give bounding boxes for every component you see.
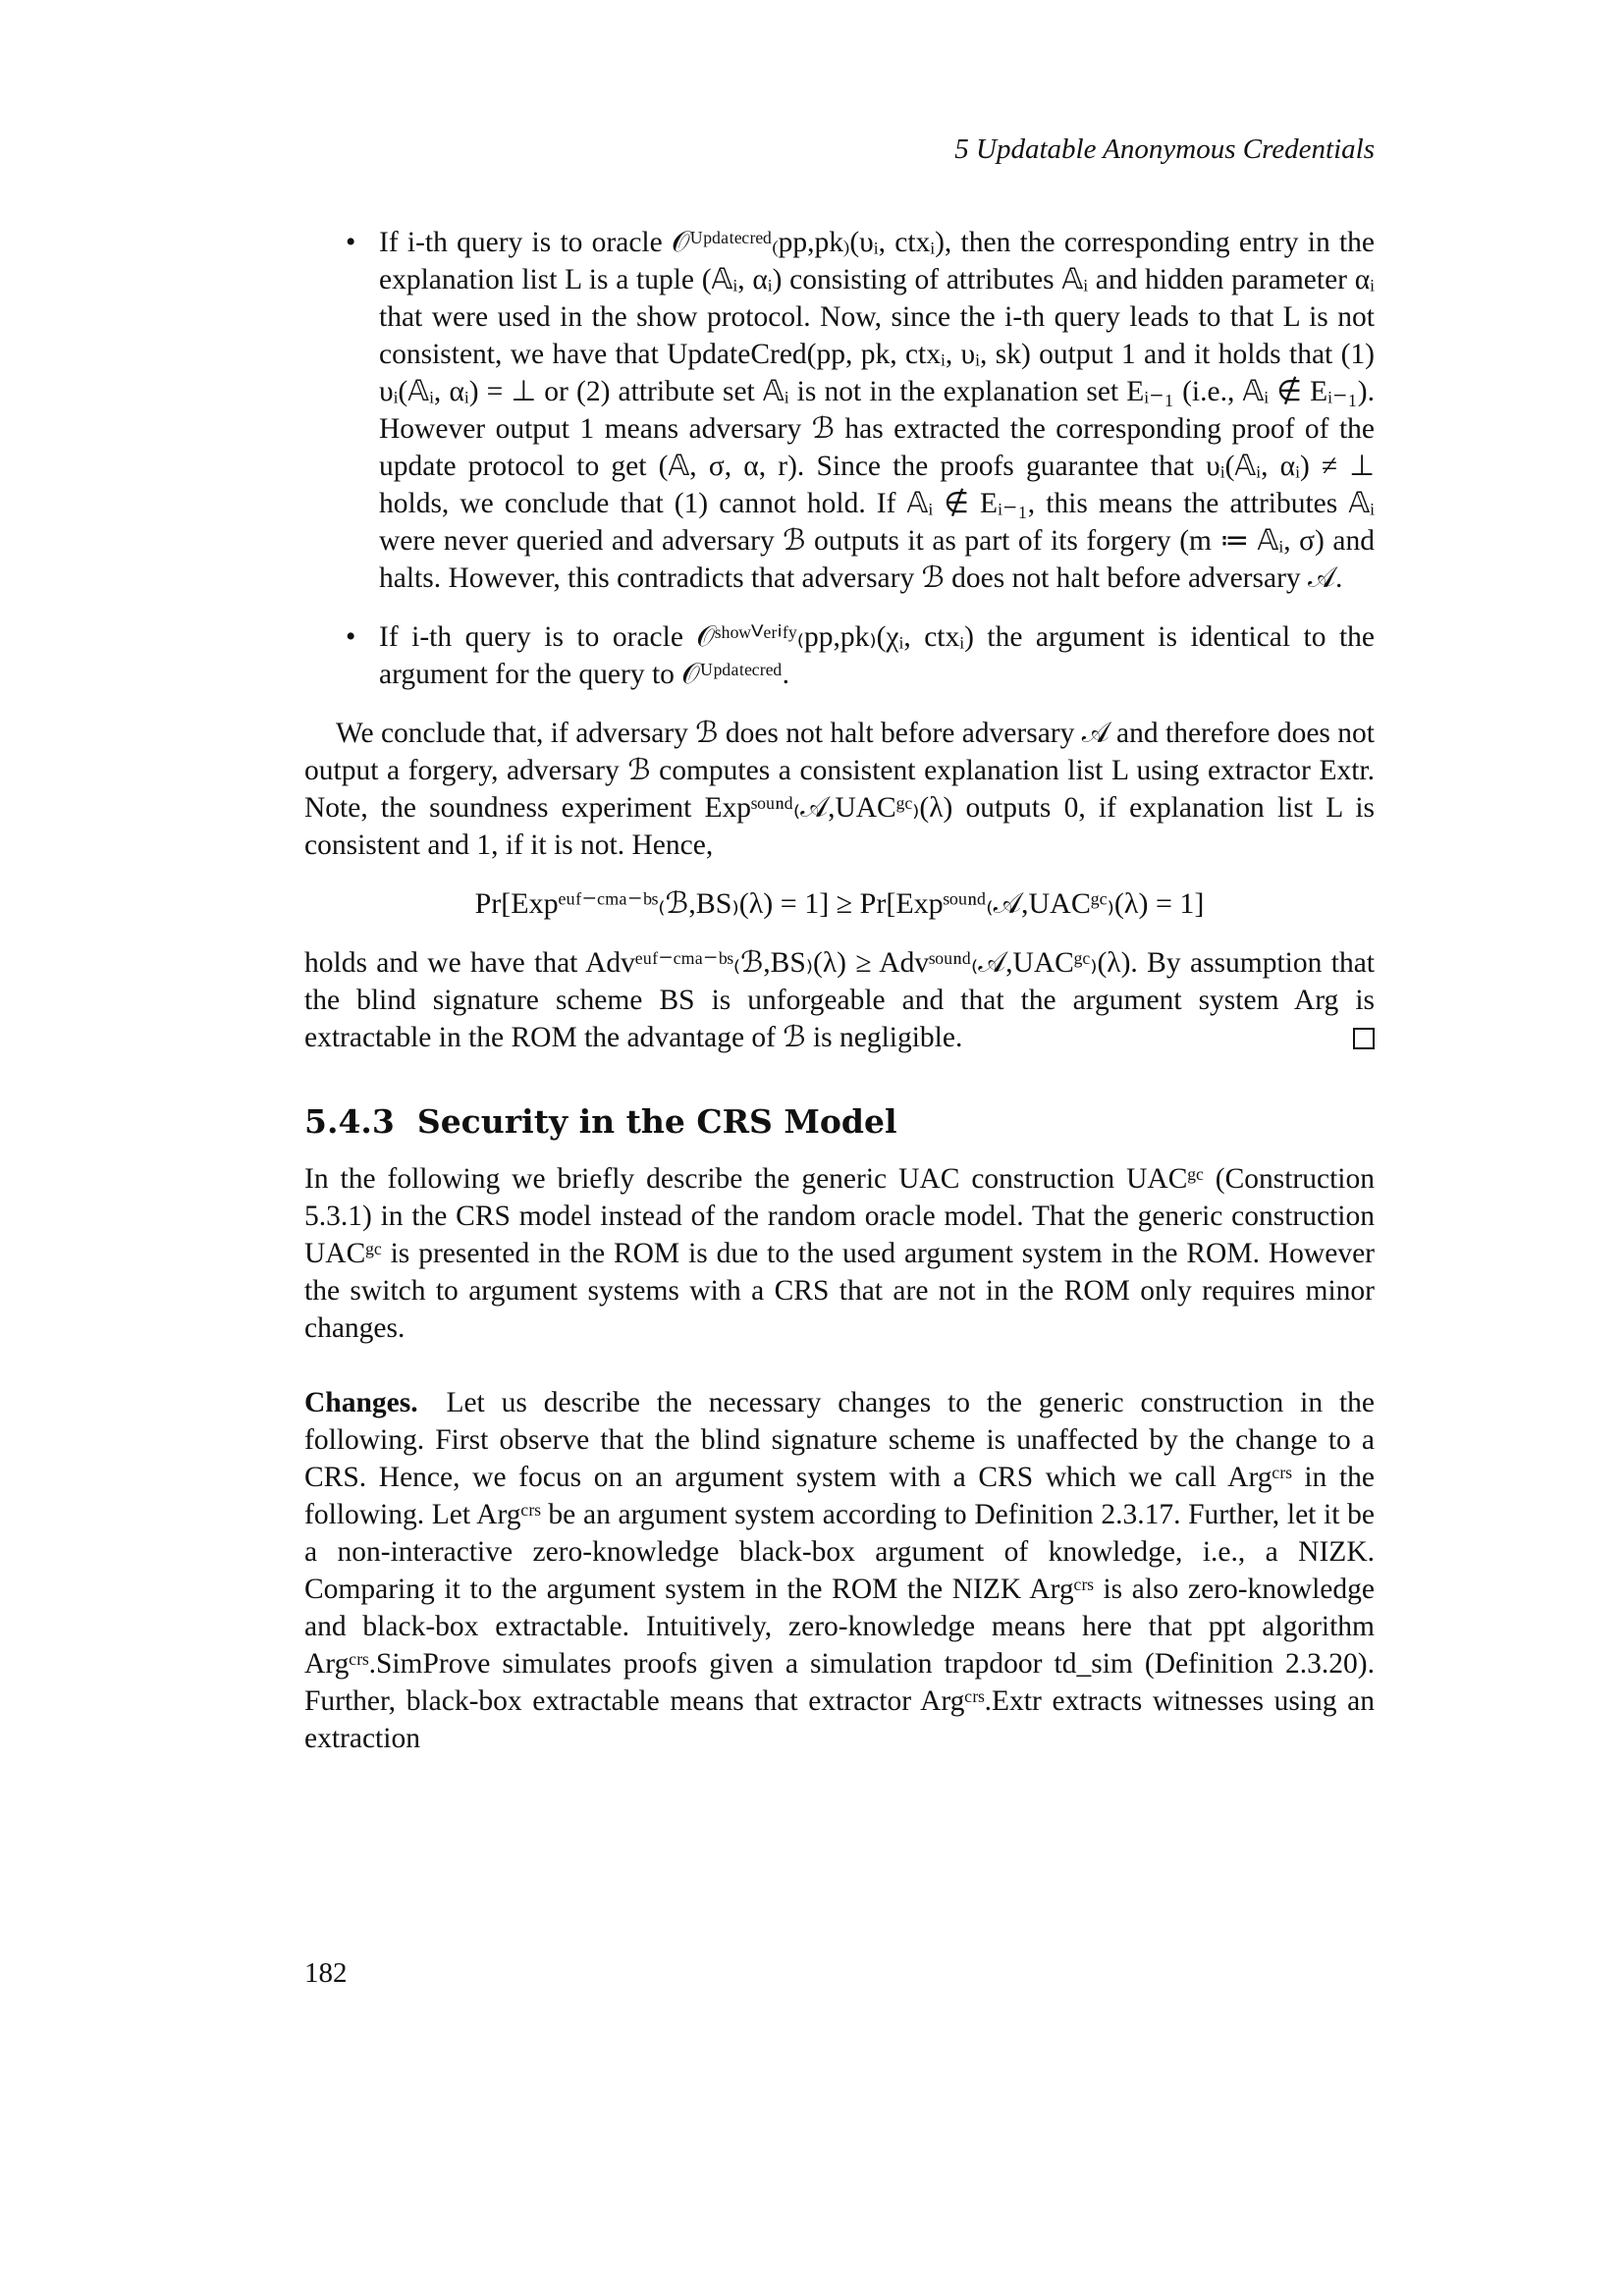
bullet-text: If i-th query is to oracle 𝒪ᵁᵖᵈᵃᵗᵉᶜʳᵉᵈ₍pp,pk₎(υᵢ, ctxᵢ), then the corresponding entry in the explanation list L is a tuple (𝔸ᵢ, αᵢ) consisting of attributes 𝔸ᵢ and hidden parameter αᵢ that were used in the show protocol. Now, since the i-th query leads to that L is not consistent, we have that UpdateCred(pp, pk, ctxᵢ, υᵢ, sk) output 1 and it holds that (1) υᵢ(𝔸ᵢ, αᵢ) = ⊥ or (2) attribute set 𝔸ᵢ is not in the explanation set Eᵢ₋₁ (i.e., 𝔸ᵢ ∉ Eᵢ₋₁). However output 1 means adversary ℬ has extracted the corresponding proof of the update protocol to get (𝔸, σ, α, r). Since the proofs guarantee that υᵢ(𝔸ᵢ, αᵢ) ≠ ⊥ holds, we conclude that (1) cannot hold. If 𝔸ᵢ ∉ Eᵢ₋₁, this means the attributes 𝔸ᵢ were never queried and adversary ℬ outputs it as part of its forgery (m ≔ 𝔸ᵢ, σ) and halts. However, this contradicts that adversary ℬ does not halt before adversary 𝒜.: [379, 227, 1375, 594]
runin-heading: Changes.: [304, 1387, 418, 1418]
list-item: [304, 224, 1375, 597]
paragraph-text: holds and we have that Advᵉᵘᶠ⁻ᶜᵐᵃ⁻ᵇˢ₍ℬ,BS₎(λ) ≥ Advˢᵒᵘⁿᵈ₍𝒜,UACᵍᶜ₎(λ). By assumption that the blind signature scheme BS is unforgeable and that the argument system Arg is extractable in the ROM the advantage of ℬ is negligible.: [304, 947, 1375, 1053]
section-number: 5.4.3: [304, 1102, 395, 1141]
bullet-icon: •: [346, 227, 356, 258]
changes-paragraph: [304, 1384, 1375, 1757]
section-title: Security in the CRS Model: [416, 1102, 897, 1141]
paragraph: We conclude that, if adversary ℬ does not halt before adversary 𝒜 and therefore does not output a forgery, adversary ℬ computes a consistent explanation list L using extractor Extr. Note, the soundness experiment Expˢᵒᵘⁿᵈ₍𝒜,UACᵍᶜ₎(λ) outputs 0, if explanation list L is consistent and 1, if it is not. Hence,: [304, 718, 1375, 861]
section-heading: [304, 1103, 1375, 1141]
bullet-list: [304, 224, 1375, 693]
list-item: [304, 618, 1375, 693]
bullet-icon: •: [346, 621, 356, 653]
equation: Pr[Expᵉᵘᶠ⁻ᶜᵐᵃ⁻ᵇˢ₍ℬ,BS₎(λ) = 1] ≥ Pr[Expˢᵒᵘⁿᵈ₍𝒜,UACᵍᶜ₎(λ) = 1]: [474, 887, 1205, 920]
bullet-text: If i-th query is to oracle 𝒪ˢʰᵒʷⱽᵉʳⁱᶠʸ₍pp,pk₎(χᵢ, ctxᵢ) the argument is identical to the argument for the query to 𝒪ᵁᵖᵈᵃᵗᵉᶜʳᵉᵈ.: [379, 621, 1375, 690]
qed-box-icon: [1353, 1028, 1375, 1049]
running-header: 5 Updatable Anonymous Credentials: [954, 133, 1375, 165]
paragraph: In the following we briefly describe the generic UAC construction UACᵍᶜ (Construction 5.3.1) in the CRS model instead of the random oracle model. That the generic construction UACᵍᶜ is presented in the ROM is due to the used argument system in the ROM. However the switch to argument systems with a CRS that are not in the ROM only requires minor changes.: [304, 1163, 1375, 1344]
body-text: [304, 224, 1375, 1757]
paragraph-with-qed: [304, 944, 1375, 1056]
page-number: 182: [304, 1957, 348, 1989]
changes-text: Let us describe the necessary changes to the generic construction in the following. First observe that the blind signature scheme is unaffected by the change to a CRS. Hence, we focus on an argument system with a CRS which we call Argᶜʳˢ in the following. Let Argᶜʳˢ be an argument system according to Definition 2.3.17. Further, let it be a non-interactive zero-knowledge black-box argument of knowledge, i.e., a NIZK. Comparing it to the argument system in the ROM the NIZK Argᶜʳˢ is also zero-knowledge and black-box extractable. Intuitively, zero-knowledge means here that ppt algorithm Argᶜʳˢ.SimProve simulates proofs given a simulation trapdoor td_sim (Definition 2.3.20). Further, black-box extractable means that extractor Argᶜʳˢ.Extr extracts witnesses using an extraction: [304, 1387, 1375, 1754]
